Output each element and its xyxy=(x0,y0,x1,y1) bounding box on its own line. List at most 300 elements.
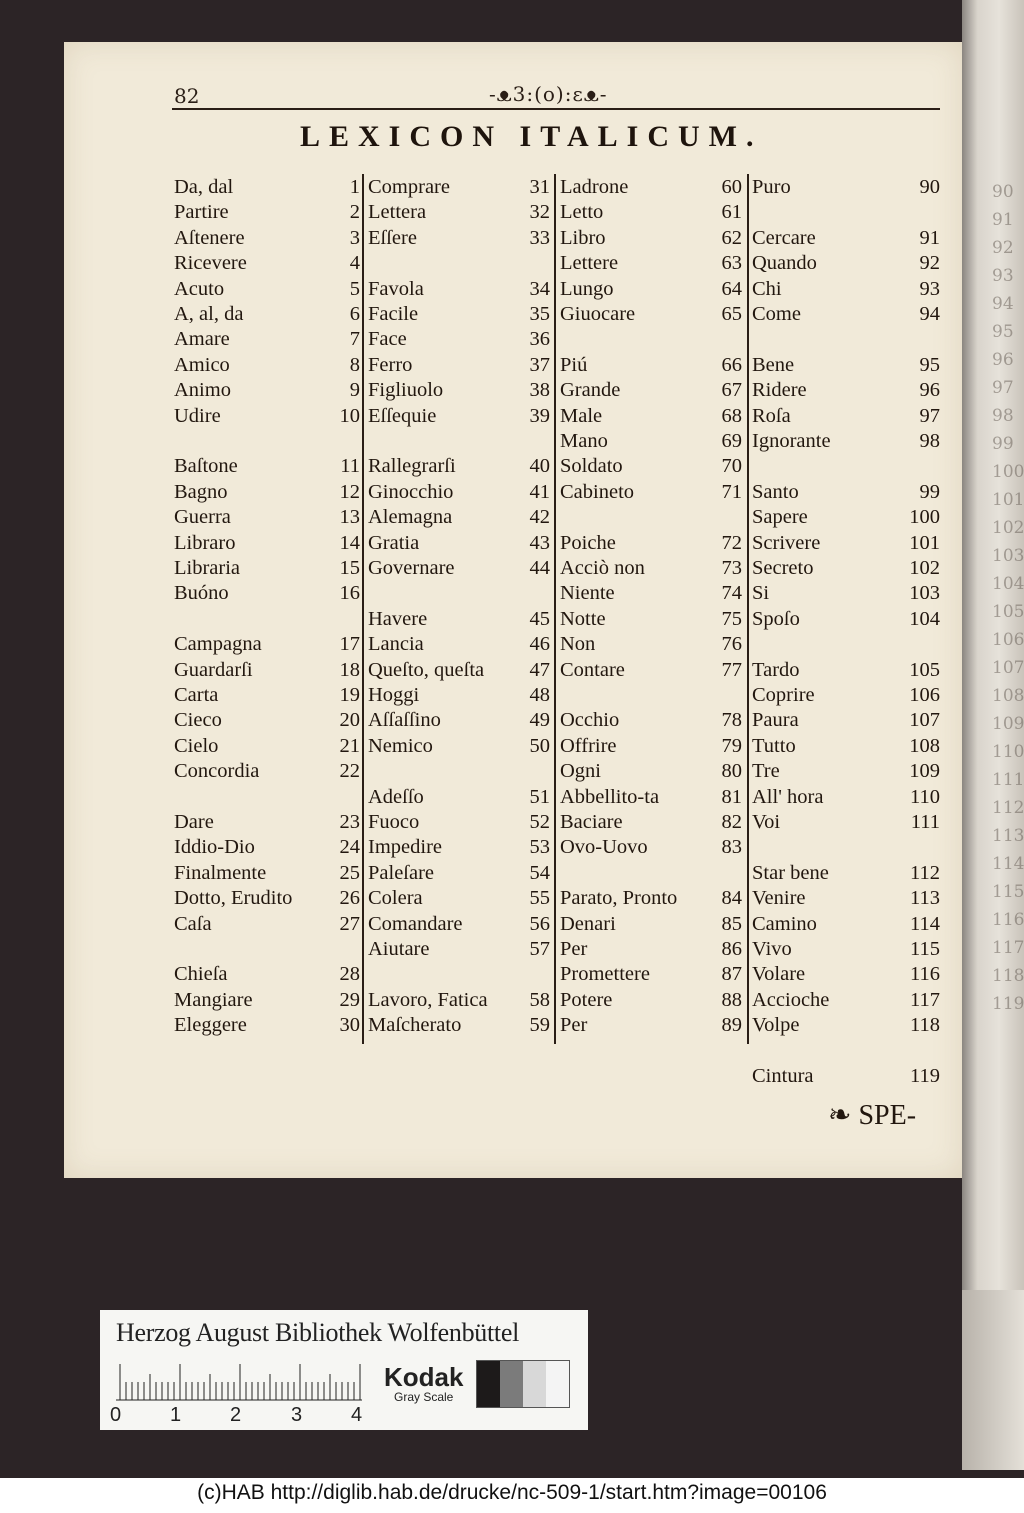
entry-number: 74 xyxy=(721,582,742,605)
entry-number: 27 xyxy=(339,912,360,935)
adjacent-page-number: 90 xyxy=(992,182,1014,202)
entry-word: Queſto, queſta xyxy=(368,658,485,681)
entry-number: 34 xyxy=(529,277,550,300)
entry-number: 9 xyxy=(349,379,360,402)
lexicon-entry xyxy=(752,684,940,709)
lexicon-entry xyxy=(752,532,940,557)
entry-number: 28 xyxy=(339,963,360,986)
entry-number: 106 xyxy=(909,684,940,706)
lexicon-entry xyxy=(560,735,742,760)
entry-number: 105 xyxy=(909,658,940,681)
entry-number: 114 xyxy=(910,912,940,935)
entry-number: 21 xyxy=(339,734,360,757)
lexicon-entry xyxy=(368,735,550,760)
adjacent-page-number: 93 xyxy=(992,266,1014,286)
lexicon-entry xyxy=(368,328,550,353)
entry-word: Tre xyxy=(752,760,780,783)
ruler-scale xyxy=(116,1362,362,1402)
lexicon-entry xyxy=(560,887,742,912)
entry-number: 40 xyxy=(529,455,550,478)
entry-number: 85 xyxy=(721,912,742,935)
entry-word: Concordia xyxy=(174,760,260,783)
page-number: 82 xyxy=(174,84,200,108)
lexicon-entry xyxy=(560,201,742,226)
adjacent-page-number: 112 xyxy=(992,798,1024,818)
entry-number: 10 xyxy=(339,404,360,427)
lexicon-entry xyxy=(368,176,550,201)
entry-word: Campagna xyxy=(174,633,262,656)
entry-number: 80 xyxy=(721,760,742,783)
lexicon-entry xyxy=(752,354,940,379)
lexicon-entry xyxy=(752,786,940,811)
entry-word: Caſa xyxy=(174,912,212,935)
entry-word: Facile xyxy=(368,303,419,325)
entry-number: 102 xyxy=(909,557,940,579)
entry-number: 5 xyxy=(349,277,360,300)
entry-number: 76 xyxy=(721,633,742,656)
adjacent-page-number: 100 xyxy=(992,462,1024,482)
entry-word: Governare xyxy=(368,557,455,579)
entry-word: Hoggi xyxy=(368,684,420,706)
entry-word: Baciare xyxy=(560,811,623,833)
lexicon-entry xyxy=(368,379,550,404)
lexicon-entry xyxy=(368,455,550,480)
entry-word: Poiche xyxy=(560,531,616,554)
entry-number: 26 xyxy=(339,887,360,910)
entry-number: 6 xyxy=(349,303,360,325)
entry-number: 3 xyxy=(349,226,360,249)
source-footer: (c)HAB http://diglib.hab.de/drucke/nc-509-1/start.htm?image=00106 xyxy=(0,1478,1024,1513)
lexicon-entry xyxy=(752,659,940,684)
entry-number: 77 xyxy=(721,658,742,681)
entry-number: 56 xyxy=(529,912,550,935)
lexicon-entry xyxy=(560,354,742,379)
lexicon-entry xyxy=(174,633,360,658)
lexicon-entry xyxy=(560,227,742,252)
entry-number: 55 xyxy=(529,887,550,910)
entry-number: 8 xyxy=(349,353,360,376)
entry-number: 96 xyxy=(919,379,940,402)
entry-word: Iddio-Dio xyxy=(174,836,255,859)
page-title: LEXICON ITALICUM. xyxy=(300,120,763,153)
entry-number: 29 xyxy=(339,988,360,1011)
entry-number: 57 xyxy=(529,938,550,960)
lexicon-entry xyxy=(560,582,742,607)
entry-number: 37 xyxy=(529,353,550,376)
entry-number: 18 xyxy=(339,658,360,681)
adjacent-page-number: 102 xyxy=(992,518,1024,538)
lexicon-entry xyxy=(752,176,940,201)
library-name: Herzog August Bibliothek Wolfenbüttel xyxy=(116,1318,519,1347)
entry-word: Ogni xyxy=(560,760,601,783)
lexicon-entry xyxy=(174,735,360,760)
entry-number: 14 xyxy=(339,531,360,554)
entry-word: Eſſequie xyxy=(368,404,437,427)
entry-word: A, al, da xyxy=(174,303,244,325)
adjacent-page-number: 108 xyxy=(992,686,1024,706)
entry-number: 116 xyxy=(910,963,940,986)
entry-number: 23 xyxy=(339,811,360,833)
lexicon-entry xyxy=(752,989,940,1014)
entry-number: 79 xyxy=(721,734,742,757)
lexicon-entry xyxy=(368,227,550,252)
lexicon-entry xyxy=(174,176,360,201)
entry-word: Secreto xyxy=(752,557,814,579)
entry-word: Notte xyxy=(560,607,606,630)
lexicon-entry xyxy=(174,1014,360,1039)
lexicon-entry xyxy=(174,379,360,404)
lexicon-entry xyxy=(368,913,550,938)
entry-number: 82 xyxy=(721,811,742,833)
entry-number: 1 xyxy=(349,176,360,198)
lexicon-entry xyxy=(560,278,742,303)
entry-number: 64 xyxy=(721,277,742,300)
lexicon-entry xyxy=(368,506,550,531)
adjacent-page-number: 107 xyxy=(992,658,1024,678)
entry-word: Cielo xyxy=(174,734,219,757)
entry-word: Cercare xyxy=(752,226,816,249)
entry-number: 49 xyxy=(529,709,550,732)
lexicon-entry xyxy=(560,633,742,658)
entry-word: Nemico xyxy=(368,734,433,757)
entry-word: Libraria xyxy=(174,557,241,579)
lexicon-entry xyxy=(752,608,940,633)
lexicon-entry xyxy=(174,709,360,734)
entry-word: Occhio xyxy=(560,709,620,732)
entry-number: 99 xyxy=(919,480,940,503)
entry-number: 43 xyxy=(529,531,550,554)
lexicon-entry xyxy=(368,659,550,684)
lexicon-entry xyxy=(174,582,360,607)
entry-word: Aiutare xyxy=(368,938,430,960)
entry-word: Udire xyxy=(174,404,221,427)
entry-number: 71 xyxy=(721,480,742,503)
adjacent-page-number: 115 xyxy=(992,882,1024,902)
entry-word: Accioche xyxy=(752,988,830,1011)
entry-number: 86 xyxy=(721,938,742,960)
lexicon-entry xyxy=(368,786,550,811)
entry-word: Camino xyxy=(752,912,817,935)
lexicon-entry xyxy=(752,405,940,430)
entry-number: 118 xyxy=(910,1014,940,1037)
lexicon-entry xyxy=(174,836,360,861)
entry-number: 100 xyxy=(909,506,940,529)
lexicon-entry xyxy=(752,735,940,760)
lexicon-entry xyxy=(560,405,742,430)
lexicon-entry xyxy=(368,557,550,582)
entry-word: Ferro xyxy=(368,353,413,376)
entry-word: Venire xyxy=(752,887,806,910)
lexicon-entry xyxy=(752,709,940,734)
entry-word: Libro xyxy=(560,226,606,249)
lexicon-entry xyxy=(368,532,550,557)
lexicon-entry xyxy=(174,913,360,938)
lexicon-entry xyxy=(560,532,742,557)
lexicon-entry xyxy=(174,760,360,785)
adjacent-page-number: 99 xyxy=(992,434,1014,454)
lexicon-entry xyxy=(174,354,360,379)
entry-number: 47 xyxy=(529,658,550,681)
book-page xyxy=(64,42,962,1178)
lexicon-entry xyxy=(560,176,742,201)
entry-word: Havere xyxy=(368,607,428,630)
lexicon-entry xyxy=(560,836,742,861)
entry-word: Colera xyxy=(368,887,423,910)
lexicon-entry xyxy=(368,608,550,633)
entry-word: Voi xyxy=(752,811,781,833)
entry-number: 12 xyxy=(339,480,360,503)
entry-word: Alemagna xyxy=(368,506,453,529)
entry-word: Chi xyxy=(752,277,782,300)
entry-word: Figliuolo xyxy=(368,379,444,402)
adjacent-page-number: 91 xyxy=(992,210,1014,230)
entry-number: 35 xyxy=(529,303,550,325)
entry-number: 67 xyxy=(721,379,742,402)
entry-word: Coprire xyxy=(752,684,815,706)
entry-number: 92 xyxy=(919,252,940,275)
entry-word: Ginocchio xyxy=(368,480,454,503)
entry-number: 75 xyxy=(721,607,742,630)
adjacent-page-number: 98 xyxy=(992,406,1014,426)
lexicon-entry xyxy=(752,481,940,506)
entry-number: 11 xyxy=(340,455,360,478)
lexicon-entry xyxy=(560,989,742,1014)
entry-word: Rallegrarſi xyxy=(368,455,456,478)
lexicon-entry xyxy=(368,938,550,963)
entry-number: 39 xyxy=(529,404,550,427)
entry-word: Cabineto xyxy=(560,480,635,503)
gray-swatch xyxy=(546,1361,569,1407)
lexicon-entry xyxy=(174,455,360,480)
lexicon-entry xyxy=(560,608,742,633)
ruler-number: 3 xyxy=(291,1404,303,1426)
lexicon-entry xyxy=(752,760,940,785)
adjacent-page-number: 92 xyxy=(992,238,1014,258)
lexicon-entry xyxy=(174,887,360,912)
entry-number: 7 xyxy=(349,328,360,351)
entry-number: 107 xyxy=(909,709,940,732)
lexicon-entry xyxy=(368,887,550,912)
entry-number: 17 xyxy=(339,633,360,656)
ruler-numbers xyxy=(110,1404,370,1426)
entry-word: Adeſſo xyxy=(368,785,424,808)
lexicon-entry xyxy=(368,633,550,658)
entry-word: Come xyxy=(752,303,801,325)
entry-number: 44 xyxy=(529,557,550,579)
adjacent-page-lower xyxy=(962,1290,1024,1470)
lexicon-entry xyxy=(368,684,550,709)
entry-word: Guardarſi xyxy=(174,658,253,681)
entry-number: 84 xyxy=(721,887,742,910)
adjacent-page-number: 104 xyxy=(992,574,1024,594)
entry-number: 104 xyxy=(909,607,940,630)
entry-word: Guerra xyxy=(174,506,231,529)
entry-word: Buóno xyxy=(174,582,229,605)
entry-word: Lettera xyxy=(368,201,427,224)
lexicon-entry xyxy=(752,430,940,455)
lexicon-entry xyxy=(368,811,550,836)
entry-word: All' hora xyxy=(752,785,824,808)
catchword: ❧ SPE- xyxy=(828,1100,917,1131)
entry-number: 89 xyxy=(721,1014,742,1037)
gray-swatch xyxy=(477,1361,500,1407)
entry-number: 117 xyxy=(910,988,940,1011)
ruler-number: 0 xyxy=(110,1404,122,1426)
entry-word: Acuto xyxy=(174,277,225,300)
lexicon-entry xyxy=(174,481,360,506)
entry-number: 62 xyxy=(721,226,742,249)
entry-word: Tutto xyxy=(752,734,796,757)
entry-word: Dotto, Erudito xyxy=(174,887,293,910)
lexicon-entry xyxy=(752,506,940,531)
lexicon-entry xyxy=(752,1014,940,1039)
entry-word: Ovo-Uovo xyxy=(560,836,648,859)
entry-number: 109 xyxy=(909,760,940,783)
entry-word: Fuoco xyxy=(368,811,420,833)
lexicon-entry xyxy=(752,278,940,303)
entry-word: Promettere xyxy=(560,963,650,986)
entry-word: Niente xyxy=(560,582,615,605)
entry-number: 60 xyxy=(721,176,742,198)
entry-number: 41 xyxy=(529,480,550,503)
lexicon-entry xyxy=(752,252,940,277)
entry-word: Scrivere xyxy=(752,531,821,554)
entry-word: Da, dal xyxy=(174,176,234,198)
entry-word: Carta xyxy=(174,684,219,706)
entry-number: 20 xyxy=(339,709,360,732)
lexicon-entry xyxy=(174,278,360,303)
entry-word: Amico xyxy=(174,353,230,376)
header-rule xyxy=(172,108,940,110)
column-separator xyxy=(362,174,364,1044)
entry-word: Lettere xyxy=(560,252,619,275)
lexicon-entry xyxy=(174,506,360,531)
lexicon-entry xyxy=(174,532,360,557)
lexicon-entry xyxy=(174,557,360,582)
lexicon-entry xyxy=(368,481,550,506)
entry-number: 87 xyxy=(721,963,742,986)
entry-number: 19 xyxy=(339,684,360,706)
entry-word: Paleſare xyxy=(368,861,435,884)
entry-word: Maſcherato xyxy=(368,1014,462,1037)
entry-word: Denari xyxy=(560,912,616,935)
lexicon-entry xyxy=(368,354,550,379)
entry-word: Santo xyxy=(752,480,799,503)
entry-word: Si xyxy=(752,582,770,605)
entry-word: Volpe xyxy=(752,1014,800,1037)
entry-word: Bene xyxy=(752,353,795,376)
lexicon-entry xyxy=(752,379,940,404)
lexicon-entry xyxy=(560,963,742,988)
lexicon-entry xyxy=(174,405,360,430)
gray-swatches xyxy=(476,1360,570,1408)
entry-number: 73 xyxy=(721,557,742,579)
adjacent-page-number: 111 xyxy=(992,770,1024,790)
entry-number: 4 xyxy=(349,252,360,275)
entry-word: Dare xyxy=(174,811,214,833)
lexicon-entry xyxy=(560,252,742,277)
entry-number: 50 xyxy=(529,734,550,757)
entry-number: 112 xyxy=(910,861,940,884)
entry-word: Cintura xyxy=(752,1065,814,1087)
entry-word: Partire xyxy=(174,201,229,224)
entry-word: Sapere xyxy=(752,506,808,529)
adjacent-page-number: 118 xyxy=(992,966,1024,986)
entry-number: 65 xyxy=(721,303,742,325)
entry-word: Chieſa xyxy=(174,963,228,986)
entry-word: Eſſere xyxy=(368,226,417,249)
adjacent-page-number: 103 xyxy=(992,546,1024,566)
entry-number: 33 xyxy=(529,226,550,249)
entry-number: 81 xyxy=(721,785,742,808)
lexicon-entry xyxy=(368,303,550,328)
gray-scale-label: Gray Scale xyxy=(394,1390,454,1404)
entry-word: Gratia xyxy=(368,531,420,554)
adjacent-page-number: 101 xyxy=(992,490,1024,510)
entry-word: Bagno xyxy=(174,480,228,503)
entry-word: Animo xyxy=(174,379,231,402)
entry-number: 94 xyxy=(919,303,940,325)
lexicon-entry xyxy=(560,481,742,506)
lexicon-entry xyxy=(174,303,360,328)
entry-word: Amare xyxy=(174,328,230,351)
entry-word: Eleggere xyxy=(174,1014,247,1037)
entry-word: Aſſaſſino xyxy=(368,709,441,732)
entry-number: 66 xyxy=(721,353,742,376)
entry-word: Abbellito-ta xyxy=(560,785,660,808)
adjacent-page-number: 117 xyxy=(992,938,1024,958)
lexicon-entry xyxy=(560,760,742,785)
entry-number: 69 xyxy=(721,430,742,452)
entry-number: 38 xyxy=(529,379,550,402)
entry-number: 25 xyxy=(339,861,360,884)
lexicon-entry xyxy=(752,938,940,963)
entry-word: Libraro xyxy=(174,531,236,554)
entry-number: 15 xyxy=(339,557,360,579)
lexicon-entry xyxy=(368,836,550,861)
column-separator xyxy=(747,174,749,1044)
entry-word: Aſtenere xyxy=(174,226,245,249)
lexicon-entry xyxy=(752,1065,940,1090)
entry-word: Ricevere xyxy=(174,252,247,275)
lexicon-entry xyxy=(752,227,940,252)
lexicon-entry xyxy=(368,989,550,1014)
entry-word: Soldato xyxy=(560,455,623,478)
entry-word: Star bene xyxy=(752,861,829,884)
lexicon-entry xyxy=(174,963,360,988)
adjacent-page-number: 96 xyxy=(992,350,1014,370)
entry-word: Roſa xyxy=(752,404,791,427)
entry-word: Comandare xyxy=(368,912,463,935)
adjacent-page-edge xyxy=(962,0,1024,1290)
lexicon-entry xyxy=(174,659,360,684)
lexicon-entry xyxy=(560,913,742,938)
entry-word: Impedire xyxy=(368,836,442,859)
lexicon-entry xyxy=(560,455,742,480)
entry-word: Potere xyxy=(560,988,613,1011)
library-label-card xyxy=(100,1310,588,1430)
entry-word: Per xyxy=(560,1014,588,1037)
entry-number: 31 xyxy=(529,176,550,198)
entry-number: 30 xyxy=(339,1014,360,1037)
lexicon-entry xyxy=(752,303,940,328)
adjacent-page-number: 113 xyxy=(992,826,1024,846)
entry-word: Offrire xyxy=(560,734,617,757)
gray-swatch xyxy=(523,1361,546,1407)
entry-word: Per xyxy=(560,938,588,960)
lexicon-entry xyxy=(174,227,360,252)
adjacent-page-number: 110 xyxy=(992,742,1024,762)
